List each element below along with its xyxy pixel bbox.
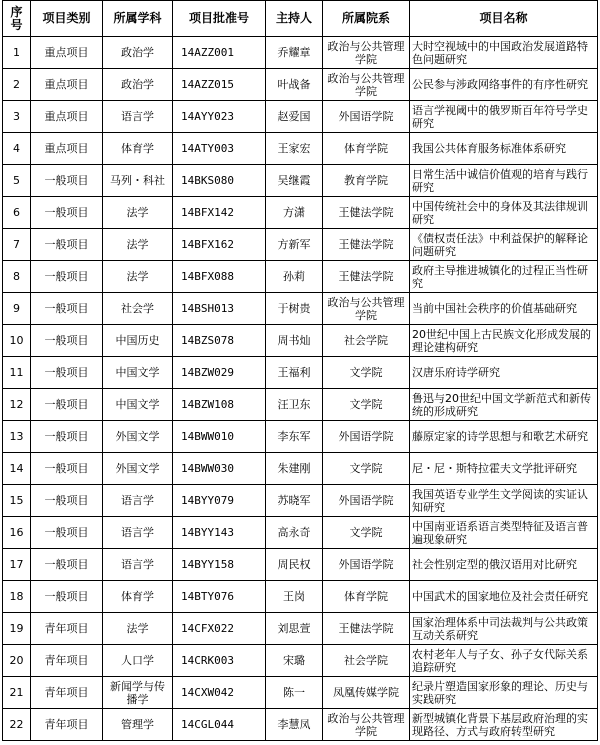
cell-discipline: 语言学 — [103, 549, 173, 581]
cell-approval-no: 14BZS078 — [173, 325, 266, 357]
cell-college: 外国语学院 — [323, 485, 410, 517]
cell-college: 王健法学院 — [323, 197, 410, 229]
cell-discipline: 法学 — [103, 229, 173, 261]
cell-category: 一般项目 — [31, 261, 103, 293]
cell-host: 吴继霞 — [266, 165, 323, 197]
cell-seq: 19 — [3, 613, 31, 645]
cell-host: 周书灿 — [266, 325, 323, 357]
cell-category: 一般项目 — [31, 421, 103, 453]
cell-approval-no: 14AYY023 — [173, 101, 266, 133]
cell-college: 外国语学院 — [323, 549, 410, 581]
cell-discipline: 中国历史 — [103, 325, 173, 357]
cell-host: 方潇 — [266, 197, 323, 229]
cell-seq: 20 — [3, 645, 31, 677]
cell-seq: 10 — [3, 325, 31, 357]
cell-host: 王家宏 — [266, 133, 323, 165]
cell-approval-no: 14BFX088 — [173, 261, 266, 293]
table-row — [3, 645, 598, 677]
table-row — [3, 229, 598, 261]
table-row — [3, 549, 598, 581]
cell-college: 文学院 — [323, 453, 410, 485]
cell-discipline: 中国文学 — [103, 357, 173, 389]
cell-approval-no: 14BYY158 — [173, 549, 266, 581]
cell-host: 朱建刚 — [266, 453, 323, 485]
cell-host: 宋璐 — [266, 645, 323, 677]
cell-category: 一般项目 — [31, 165, 103, 197]
cell-approval-no: 14BWW030 — [173, 453, 266, 485]
cell-category: 一般项目 — [31, 453, 103, 485]
cell-category: 一般项目 — [31, 549, 103, 581]
cell-category: 一般项目 — [31, 325, 103, 357]
cell-seq: 22 — [3, 709, 31, 741]
cell-title: 20世纪中国上古民族文化形成发展的理论建构研究 — [410, 325, 598, 357]
cell-category: 青年项目 — [31, 709, 103, 741]
cell-host: 乔耀章 — [266, 37, 323, 69]
cell-seq: 7 — [3, 229, 31, 261]
cell-approval-no: 14CFX022 — [173, 613, 266, 645]
cell-title: 纪录片塑造国家形象的理论、历史与实践研究 — [410, 677, 598, 709]
table-row — [3, 453, 598, 485]
header-title: 项目名称 — [410, 1, 598, 37]
table-row — [3, 677, 598, 709]
table-body — [3, 37, 598, 741]
cell-discipline: 新闻学与传播学 — [103, 677, 173, 709]
cell-college: 政治与公共管理学院 — [323, 709, 410, 741]
cell-college: 体育学院 — [323, 581, 410, 613]
header-category: 项目类别 — [31, 1, 103, 37]
cell-college: 社会学院 — [323, 325, 410, 357]
cell-college: 外国语学院 — [323, 101, 410, 133]
cell-approval-no: 14AZZ015 — [173, 69, 266, 101]
cell-discipline: 语言学 — [103, 517, 173, 549]
cell-discipline: 法学 — [103, 197, 173, 229]
cell-discipline: 管理学 — [103, 709, 173, 741]
cell-seq: 6 — [3, 197, 31, 229]
cell-title: 我国英语专业学生文学阅读的实证认知研究 — [410, 485, 598, 517]
cell-host: 王福利 — [266, 357, 323, 389]
cell-title: 中国武术的国家地位及社会责任研究 — [410, 581, 598, 613]
cell-approval-no: 14BWW010 — [173, 421, 266, 453]
cell-category: 重点项目 — [31, 69, 103, 101]
cell-seq: 17 — [3, 549, 31, 581]
cell-category: 青年项目 — [31, 613, 103, 645]
cell-approval-no: 14BZW108 — [173, 389, 266, 421]
cell-category: 重点项目 — [31, 101, 103, 133]
cell-seq: 15 — [3, 485, 31, 517]
cell-college: 文学院 — [323, 357, 410, 389]
cell-title: 《债权责任法》中利益保护的解释论问题研究 — [410, 229, 598, 261]
table-row — [3, 133, 598, 165]
cell-host: 李东军 — [266, 421, 323, 453]
cell-title: 我国公共体育服务标准体系研究 — [410, 133, 598, 165]
cell-seq: 1 — [3, 37, 31, 69]
cell-college: 政治与公共管理学院 — [323, 37, 410, 69]
cell-category: 青年项目 — [31, 677, 103, 709]
cell-seq: 8 — [3, 261, 31, 293]
cell-approval-no: 14BFX162 — [173, 229, 266, 261]
cell-host: 王岗 — [266, 581, 323, 613]
cell-title: 中国传统社会中的身体及其法律规训研究 — [410, 197, 598, 229]
cell-category: 青年项目 — [31, 645, 103, 677]
cell-discipline: 语言学 — [103, 101, 173, 133]
cell-host: 于树贵 — [266, 293, 323, 325]
cell-seq: 18 — [3, 581, 31, 613]
table-row — [3, 613, 598, 645]
cell-title: 新型城镇化背景下基层政府治理的实现路径、方式与政府转型研究 — [410, 709, 598, 741]
cell-approval-no: 14BTY076 — [173, 581, 266, 613]
table-row — [3, 197, 598, 229]
cell-discipline: 语言学 — [103, 485, 173, 517]
cell-host: 赵爱国 — [266, 101, 323, 133]
cell-host: 叶战备 — [266, 69, 323, 101]
projects-table — [2, 0, 598, 741]
cell-discipline: 法学 — [103, 613, 173, 645]
header-seq: 序号 — [3, 1, 31, 37]
cell-seq: 14 — [3, 453, 31, 485]
cell-title: 鲁迅与20世纪中国文学新范式和新传统的形成研究 — [410, 389, 598, 421]
cell-host: 汪卫东 — [266, 389, 323, 421]
cell-host: 高永奇 — [266, 517, 323, 549]
cell-category: 一般项目 — [31, 229, 103, 261]
cell-seq: 2 — [3, 69, 31, 101]
cell-approval-no: 14BYY143 — [173, 517, 266, 549]
cell-title: 中国南亚语系语言类型特征及语言普遍现象研究 — [410, 517, 598, 549]
cell-title: 当前中国社会秩序的价值基础研究 — [410, 293, 598, 325]
cell-approval-no: 14CXW042 — [173, 677, 266, 709]
cell-college: 凤凰传媒学院 — [323, 677, 410, 709]
cell-title: 公民参与涉政网络事件的有序性研究 — [410, 69, 598, 101]
cell-college: 体育学院 — [323, 133, 410, 165]
table-row — [3, 389, 598, 421]
table-row — [3, 517, 598, 549]
cell-seq: 16 — [3, 517, 31, 549]
cell-college: 王健法学院 — [323, 613, 410, 645]
cell-category: 一般项目 — [31, 357, 103, 389]
cell-college: 文学院 — [323, 517, 410, 549]
cell-discipline: 体育学 — [103, 133, 173, 165]
cell-seq: 11 — [3, 357, 31, 389]
cell-host: 陈一 — [266, 677, 323, 709]
cell-title: 汉唐乐府诗学研究 — [410, 357, 598, 389]
cell-title: 日常生活中诚信价值观的培育与践行研究 — [410, 165, 598, 197]
cell-college: 社会学院 — [323, 645, 410, 677]
cell-discipline: 外国文学 — [103, 453, 173, 485]
table-row — [3, 165, 598, 197]
cell-category: 重点项目 — [31, 37, 103, 69]
cell-approval-no: 14BZW029 — [173, 357, 266, 389]
cell-college: 政治与公共管理学院 — [323, 293, 410, 325]
cell-host: 苏晓军 — [266, 485, 323, 517]
cell-category: 一般项目 — [31, 517, 103, 549]
header-approval-no: 项目批准号 — [173, 1, 266, 37]
table-row — [3, 421, 598, 453]
cell-approval-no: 14AZZ001 — [173, 37, 266, 69]
cell-discipline: 政治学 — [103, 37, 173, 69]
cell-category: 一般项目 — [31, 485, 103, 517]
cell-approval-no: 14BFX142 — [173, 197, 266, 229]
cell-college: 王健法学院 — [323, 229, 410, 261]
projects-table-wrapper — [2, 0, 598, 741]
cell-discipline: 法学 — [103, 261, 173, 293]
cell-title: 语言学视阈中的俄罗斯百年符号学史研究 — [410, 101, 598, 133]
cell-title: 政府主导推进城镇化的过程正当性研究 — [410, 261, 598, 293]
cell-seq: 21 — [3, 677, 31, 709]
cell-college: 政治与公共管理学院 — [323, 69, 410, 101]
cell-college: 文学院 — [323, 389, 410, 421]
cell-seq: 9 — [3, 293, 31, 325]
table-row — [3, 101, 598, 133]
cell-category: 重点项目 — [31, 133, 103, 165]
cell-title: 藤原定家的诗学思想与和歌艺术研究 — [410, 421, 598, 453]
table-row — [3, 37, 598, 69]
cell-seq: 4 — [3, 133, 31, 165]
cell-discipline: 人口学 — [103, 645, 173, 677]
cell-college: 教育学院 — [323, 165, 410, 197]
cell-discipline: 体育学 — [103, 581, 173, 613]
cell-category: 一般项目 — [31, 197, 103, 229]
cell-seq: 13 — [3, 421, 31, 453]
cell-seq: 5 — [3, 165, 31, 197]
header-discipline: 所属学科 — [103, 1, 173, 37]
table-row — [3, 325, 598, 357]
cell-host: 周民权 — [266, 549, 323, 581]
cell-title: 尼・尼・斯特拉霍夫文学批评研究 — [410, 453, 598, 485]
cell-college: 王健法学院 — [323, 261, 410, 293]
cell-discipline: 社会学 — [103, 293, 173, 325]
cell-title: 国家治理体系中司法裁判与公共政策互动关系研究 — [410, 613, 598, 645]
cell-seq: 12 — [3, 389, 31, 421]
table-row — [3, 357, 598, 389]
cell-category: 一般项目 — [31, 581, 103, 613]
header-host: 主持人 — [266, 1, 323, 37]
cell-approval-no: 14BYY079 — [173, 485, 266, 517]
table-row — [3, 69, 598, 101]
cell-title: 大时空视域中的中国政治发展道路特色问题研究 — [410, 37, 598, 69]
cell-title: 农村老年人与子女、孙子女代际关系追踪研究 — [410, 645, 598, 677]
table-row — [3, 261, 598, 293]
cell-seq: 3 — [3, 101, 31, 133]
table-row — [3, 485, 598, 517]
cell-title: 社会性别定型的俄汉语用对比研究 — [410, 549, 598, 581]
header-college: 所属院系 — [323, 1, 410, 37]
cell-discipline: 中国文学 — [103, 389, 173, 421]
cell-host: 孙莉 — [266, 261, 323, 293]
table-row — [3, 293, 598, 325]
table-row — [3, 581, 598, 613]
cell-approval-no: 14BSH013 — [173, 293, 266, 325]
cell-approval-no: 14ATY003 — [173, 133, 266, 165]
cell-category: 一般项目 — [31, 293, 103, 325]
cell-discipline: 外国文学 — [103, 421, 173, 453]
cell-approval-no: 14CRK003 — [173, 645, 266, 677]
cell-approval-no: 14CGL044 — [173, 709, 266, 741]
table-row — [3, 709, 598, 741]
cell-discipline: 马列・科社 — [103, 165, 173, 197]
cell-host: 刘思萱 — [266, 613, 323, 645]
cell-category: 一般项目 — [31, 389, 103, 421]
cell-approval-no: 14BKS080 — [173, 165, 266, 197]
cell-college: 外国语学院 — [323, 421, 410, 453]
cell-discipline: 政治学 — [103, 69, 173, 101]
header-row — [3, 1, 598, 37]
cell-host: 方新军 — [266, 229, 323, 261]
cell-host: 李慧凤 — [266, 709, 323, 741]
